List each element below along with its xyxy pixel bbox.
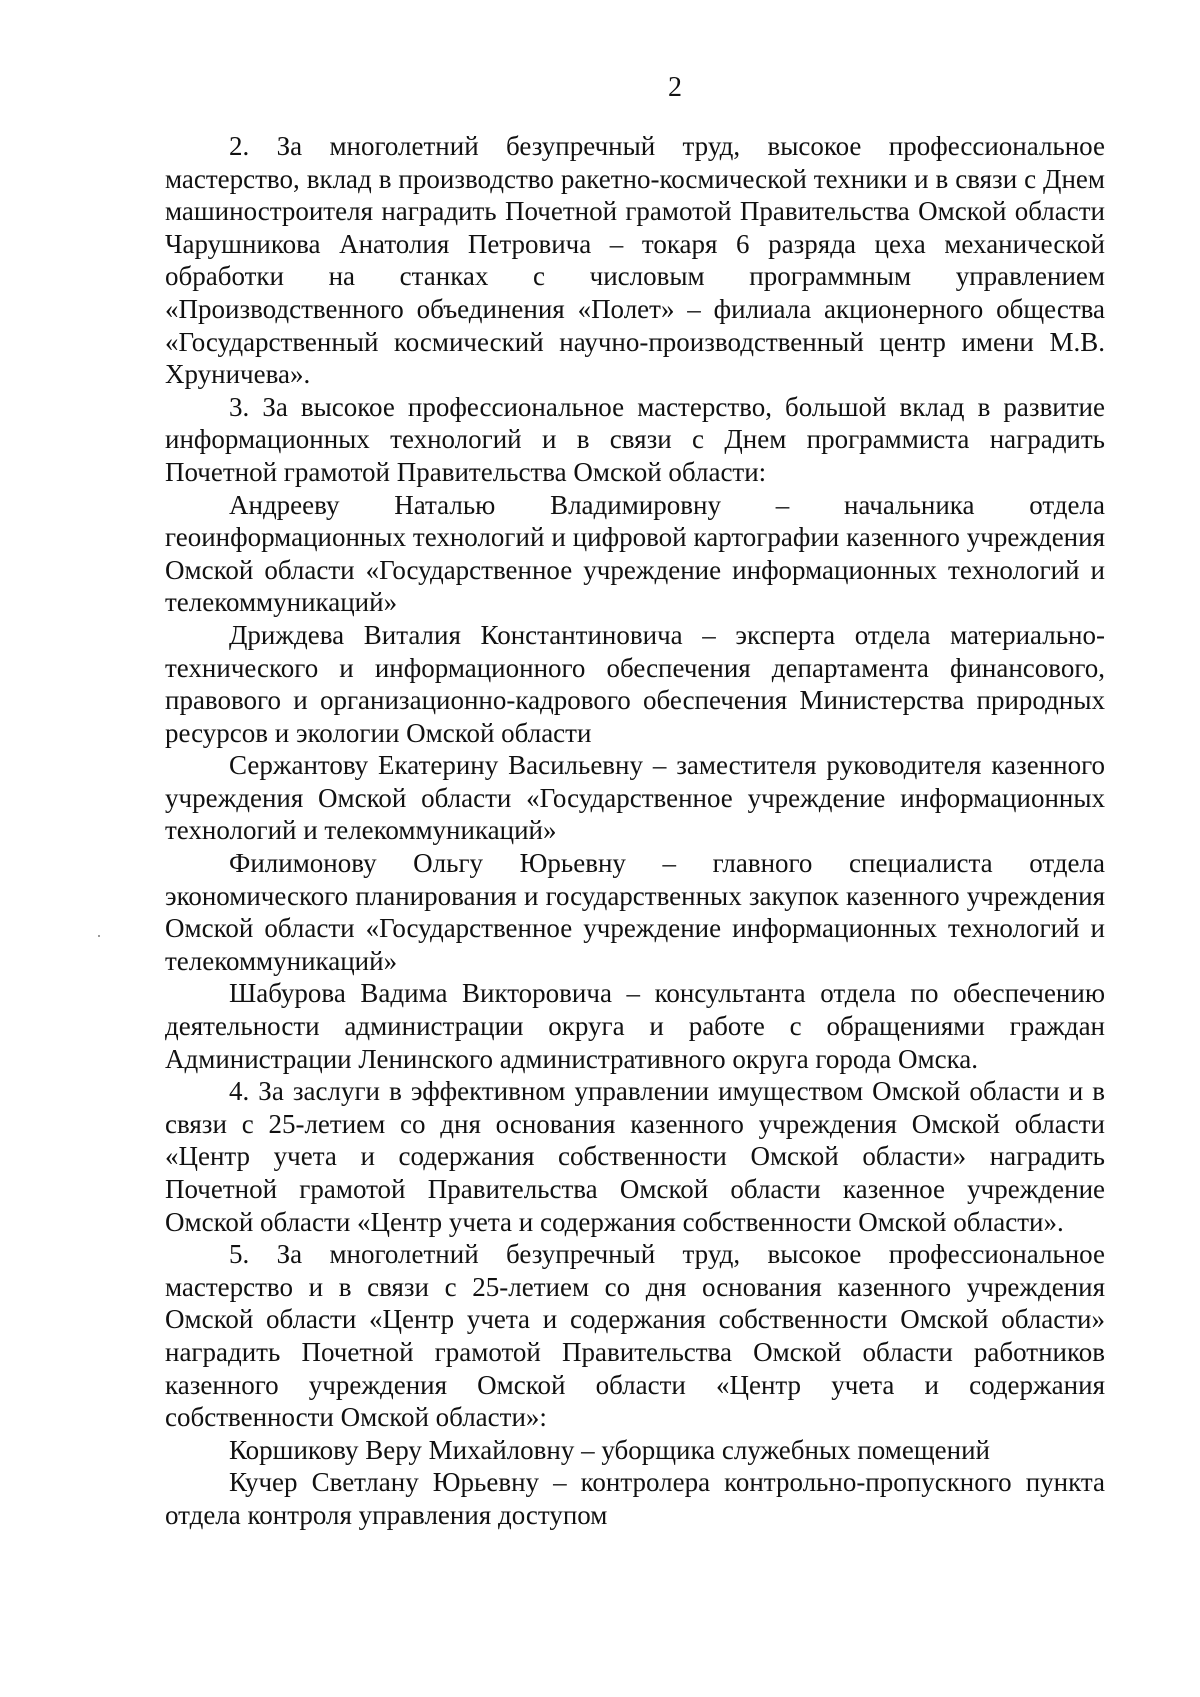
awardee-shaburov: Шабурова Вадима Викторовича – консультанта отдела по обеспечению деятельности администрации округа и работе с обращениями граждан Администрации Ленинского административного округа города Омска.: [165, 978, 1105, 1074]
awardee-serzhantova: Сержантову Екатерину Васильевну – заместителя руководителя казенного учреждения Омской области «Государственное учреждение информационных технологий и телекоммуникаций»: [165, 750, 1105, 846]
awardee-kucher: Кучер Светлану Юрьевну – контролера контрольно-пропускного пункта отдела контроля управления доступом: [165, 1467, 1105, 1530]
page-number: 2: [668, 72, 682, 103]
awardee-filimonova: Филимонову Ольгу Юрьевну – главного специалиста отдела экономического планирования и государственных закупок казенного учреждения Омской области «Государственное учреждение информационных технологий и телекоммуникаций»: [165, 848, 1105, 976]
paragraph-item-3: 3. За высокое профессиональное мастерство, большой вклад в развитие информационных технологий и в связи с Днем программиста наградить Почетной грамотой Правительства Омской области:: [165, 391, 1105, 487]
awardee-drizhdev: Дриждева Виталия Константиновича – эксперта отдела материально-технического и информационного обеспечения департамента финансового, правового и организационно-кадрового обеспечения Министерства природных ресурсов и экологии Омской области: [165, 619, 1105, 748]
paragraph-item-2: 2. За многолетний безупречный труд, высокое профессиональное мастерство, вклад в производство ракетно-космической техники и в связи с Днем машиностроителя наградить Почетной грамотой Правительства Омской области Чарушникова Анатолия Петровича – токаря 6 разряда цеха механической обработки на станках с числовым программным управлением «Производственного объединения «Полет» – филиала акционерного общества «Государственный космический научно-производственный центр имени М.В. Хруничева».: [165, 131, 1105, 390]
paragraph-item-5: 5. За многолетний безупречный труд, высокое профессиональное мастерство и в связи с 25-летием со дня основания казенного учреждения Омской области «Центр учета и содержания собственности Омской области» наградить Почетной грамотой Правительства Омской области работников казенного учреждения Омской области «Центр учета и содержания собственности Омской области»:: [165, 1239, 1105, 1433]
awardee-andreeva: Андрееву Наталью Владимировну – начальника отдела геоинформационных технологий и цифровой картографии казенного учреждения Омской области «Государственное учреждение информационных технологий и телекоммуникаций»: [165, 489, 1105, 618]
paragraph-item-4: 4. За заслуги в эффективном управлении имуществом Омской области и в связи с 25-летием со дня основания казенного учреждения Омской области «Центр учета и содержания собственности Омской области» наградить Почетной грамотой Правительства Омской области казенное учреждение Омской области «Центр учета и содержания собственности Омской области».: [165, 1076, 1105, 1237]
document-body: [165, 130, 1105, 1532]
awardee-korshikova: Коршикову Веру Михайловну – уборщика служебных помещений: [229, 1434, 990, 1465]
scan-artifact-dot: [98, 935, 100, 937]
